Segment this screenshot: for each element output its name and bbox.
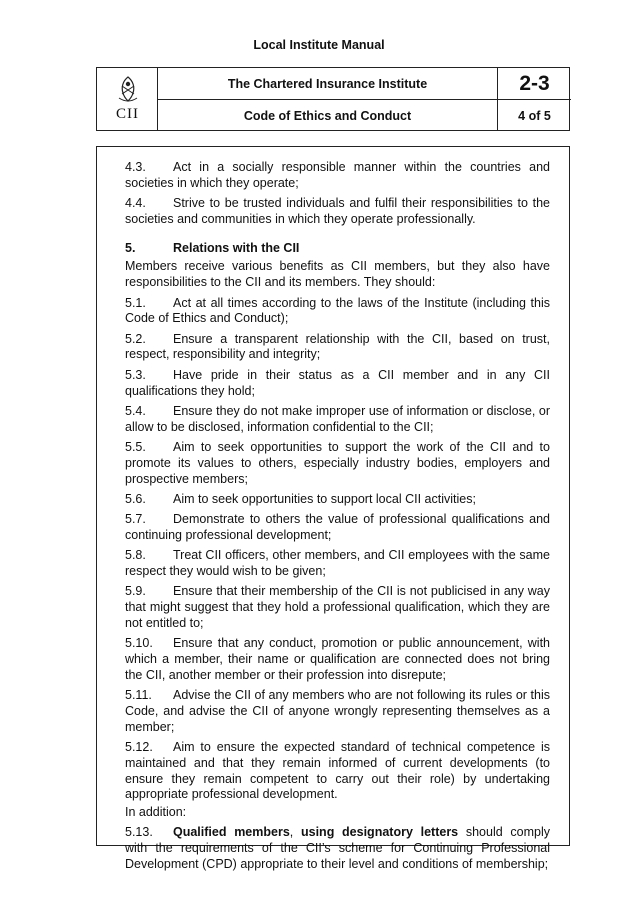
clause-number: 5.1. xyxy=(125,295,146,310)
clause-text: Ensure they do not make improper use of information or disclose, or allow to be disclosed, information confidential to the CII; xyxy=(125,403,550,434)
content-box xyxy=(96,146,570,871)
section-intro: Members receive various benefits as CII members, but they also have responsibilities to the CII and its members. They should: xyxy=(125,259,550,290)
clause-number: 5.7. xyxy=(125,512,146,527)
clause xyxy=(125,160,550,192)
clause-separator: , xyxy=(289,824,301,839)
clause xyxy=(125,368,550,400)
document-title: Code of Ethics and Conduct xyxy=(243,109,412,123)
clause-number: 5.5. xyxy=(125,439,146,454)
clause xyxy=(125,492,550,508)
section-heading xyxy=(125,241,550,257)
clause xyxy=(125,332,550,364)
clause xyxy=(125,740,550,803)
section-number-label: 5. xyxy=(125,240,136,255)
clause-number: 5.6. xyxy=(125,491,146,506)
clause-text: Advise the CII of any members who are not following its rules or this Code, and advise the CII of anyone wrongly representing themselves as a member; xyxy=(125,688,550,734)
header-middle xyxy=(158,68,498,130)
logo-text: CII xyxy=(116,106,139,122)
clause-number: 5.8. xyxy=(125,548,146,563)
clause-text: Ensure that their membership of the CII is not publicised in any way that might suggest that they hold a professional qualification, which they are not entitled to; xyxy=(125,584,550,630)
clause-number: 4.4. xyxy=(125,196,146,211)
clause xyxy=(125,548,550,580)
section-heading-text: Relations with the CII xyxy=(173,240,300,255)
clause-text: Have pride in their status as a CII member and in any CII qualifications they hold; xyxy=(125,367,550,398)
header-right xyxy=(498,68,571,130)
clause xyxy=(125,825,550,872)
clause-bold-term: Qualified members xyxy=(173,824,290,839)
clause-number: 5.2. xyxy=(125,331,146,346)
clause-text: Ensure that any conduct, promotion or public announcement, with which a member, their name or qualification are connected does not bring the CII, another member or their profession into disrepute; xyxy=(125,636,550,682)
clause xyxy=(125,688,550,735)
clause-text: Demonstrate to others the value of professional qualifications and continuing professional development; xyxy=(125,512,550,542)
clause xyxy=(125,512,550,544)
clause-text: Act at all times according to the laws of the Institute (including this Code of Ethics and Conduct); xyxy=(125,295,550,326)
in-addition-label: In addition: xyxy=(125,804,187,819)
content-body xyxy=(125,160,550,877)
clause xyxy=(125,296,550,328)
clause-text: Act in a socially responsible manner within the countries and societies in which they operate; xyxy=(125,160,550,190)
clause-text: Strive to be trusted individuals and fulfil their responsibilities to the societies and communities in which they operate professionally. xyxy=(125,196,550,226)
clause-number: 5.11. xyxy=(125,688,152,703)
clause-text: Treat CII officers, other members, and CII employees with the same respect they would wish to be given; xyxy=(125,548,550,579)
org-name: The Chartered Insurance Institute xyxy=(158,68,497,100)
clause xyxy=(125,196,550,228)
clause-text: Aim to seek opportunities to support the work of the CII and to promote its values to others, especially industry bodies, employers and prospective members; xyxy=(125,439,550,486)
clause-text: Aim to seek opportunities to support local CII activities; xyxy=(173,491,476,506)
clause xyxy=(125,440,550,487)
clause-number: 4.3. xyxy=(125,160,146,174)
clause xyxy=(125,584,550,631)
clause-text: Aim to ensure the expected standard of technical competence is maintained and that they remain informed of current developments (to ensure they remain competent to carry out their role) by undertaking appropriate professional development. xyxy=(125,740,550,802)
clause-number: 5.13. xyxy=(125,824,153,839)
logo-cell xyxy=(97,68,158,130)
clause xyxy=(125,404,550,436)
section-number: 2-3 xyxy=(498,68,571,100)
page-title: Local Institute Manual xyxy=(253,38,385,52)
clause-text: Ensure a transparent relationship with the CII, based on trust, respect, responsibility and integrity; xyxy=(125,331,550,362)
clause-number: 5.10. xyxy=(125,636,153,651)
clause-bold-term: using designatory letters xyxy=(301,824,459,839)
clause-number: 5.9. xyxy=(125,584,146,599)
clause-text: should comply with the requirements of the CII’s scheme for Continuing Professional Development (CPD) appropriate to their level and conditions of membership; xyxy=(125,824,551,871)
cii-crest-icon xyxy=(113,74,143,104)
clause-number: 5.12. xyxy=(125,740,153,754)
clause-number: 5.4. xyxy=(125,403,146,418)
clause xyxy=(125,636,550,683)
page-number: 4 of 5 xyxy=(518,109,551,123)
clause-number: 5.3. xyxy=(125,367,146,382)
document-header xyxy=(96,67,570,131)
